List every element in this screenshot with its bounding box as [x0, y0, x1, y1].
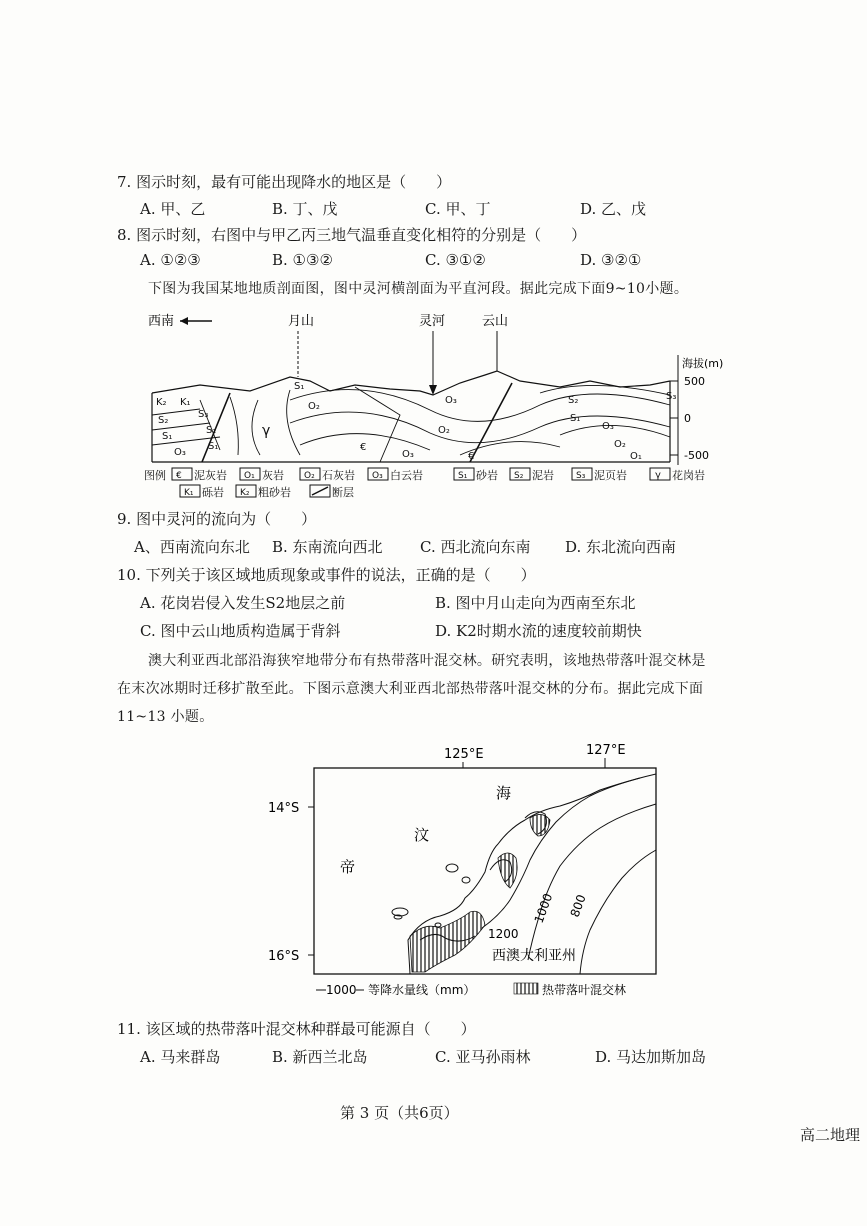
- peak-yueshan-label: 月山: [288, 314, 315, 329]
- stratum-label: O₃: [445, 395, 457, 406]
- sea-label-char-3: 海: [496, 784, 512, 802]
- legend-symbol: K₂: [240, 488, 250, 498]
- stratum-label: S₃: [198, 409, 209, 420]
- stratum-label: K₁: [180, 397, 191, 408]
- legend-name: 石灰岩: [322, 469, 355, 482]
- legend-name: 白云岩: [390, 469, 423, 482]
- legend-symbol: S₃: [576, 471, 586, 481]
- legend-isohyet-text: 等降水量线（mm）: [368, 983, 476, 997]
- intro-11-13-line-1: 澳大利亚西北部沿海狭窄地带分布有热带落叶混交林。研究表明，该地热带落叶混交林是: [148, 653, 706, 669]
- q7-option-a: A. 甲、乙: [140, 200, 206, 218]
- stratum-label: S₂: [158, 415, 169, 426]
- legend-name: 砾岩: [202, 486, 224, 499]
- stratum-label: O₂: [614, 439, 626, 450]
- legend-name: 泥灰岩: [194, 469, 227, 482]
- q9-option-c: C. 西北流向东南: [420, 538, 531, 556]
- stratum-label: €: [468, 451, 475, 462]
- river-linghe-label: 灵河: [419, 314, 446, 329]
- stratum-label: S₁: [162, 431, 173, 442]
- legend-name: 泥页岩: [594, 469, 627, 482]
- legend-symbol: K₁: [184, 488, 194, 498]
- legend-symbol: S₂: [514, 471, 524, 481]
- q7-stem: 7. 图示时刻，最有可能出现降水的地区是（ ）: [117, 173, 452, 191]
- q7-option-b: B. 丁、戊: [272, 200, 338, 218]
- legend-symbol: O₁: [244, 471, 255, 481]
- legend-isohyet-value: 1000: [326, 983, 357, 997]
- axis-tick-minus-500: -500: [684, 449, 709, 462]
- q7-option-d: D. 乙、戊: [580, 200, 647, 218]
- lon-label-125: 125°E: [444, 747, 484, 762]
- q8-option-b: B. ①③②: [272, 251, 333, 269]
- sea-label-char-2: 汶: [414, 826, 430, 844]
- stratum-label: €: [360, 442, 367, 453]
- q9-option-b: B. 东南流向西北: [272, 538, 383, 556]
- q10-stem: 10. 下列关于该区域地质现象或事件的说法，正确的是（ ）: [117, 566, 536, 584]
- q11-option-b: B. 新西兰北岛: [272, 1048, 368, 1066]
- q11-option-d: D. 马达加斯加岛: [595, 1048, 707, 1066]
- q10-option-b: B. 图中月山走向为西南至东北: [435, 594, 636, 612]
- islands: [392, 864, 470, 927]
- stratum-label: K₂: [156, 397, 167, 408]
- legend-name: 花岗岩: [672, 469, 705, 482]
- intro-11-13-line-3: 11~13 小题。: [117, 709, 214, 725]
- legend-name: 粗砂岩: [258, 486, 291, 499]
- fault-lines: [202, 383, 512, 462]
- q11-stem: 11. 该区域的热带落叶混交林种群最可能源自（ ）: [117, 1020, 476, 1038]
- isohyet-label-800: 800: [567, 892, 589, 920]
- q8-option-d: D. ③②①: [580, 251, 642, 269]
- isohyet-label-1200: 1200: [488, 927, 519, 941]
- legend-symbol: €: [176, 471, 182, 481]
- q10-option-c: C. 图中云山地质构造属于背斜: [140, 622, 341, 640]
- stratum-label: S₂: [568, 395, 579, 406]
- legend-forest-swatch: [514, 983, 538, 994]
- q8-option-c: C. ③①②: [425, 251, 486, 269]
- subject-corner-label: 高二地理: [800, 1126, 861, 1144]
- legend-forest-text: 热带落叶混交林: [542, 983, 627, 997]
- stratum-label: S₁: [294, 381, 305, 392]
- axis-title: 海拔(m): [682, 357, 724, 370]
- legend-symbol: S₁: [458, 471, 468, 481]
- stratum-label: S₁: [208, 441, 219, 452]
- sea-label-char-1: 帝: [340, 858, 356, 876]
- legend-name: 灰岩: [262, 469, 284, 482]
- legend-name: 砂岩: [476, 469, 498, 482]
- region-label: 西澳大利亚州: [492, 948, 576, 964]
- axis-tick-500: 500: [684, 375, 705, 388]
- peak-yunshan-label: 云山: [482, 314, 509, 329]
- isohyet-label-1000: 1000: [531, 891, 556, 926]
- lat-label-14: 14°S: [268, 801, 300, 816]
- q9-option-d: D. 东北流向西南: [565, 538, 677, 556]
- map-legend: [316, 982, 626, 997]
- q10-option-d: D. K2时期水流的速度较前期快: [435, 622, 642, 640]
- stratum-label: O₃: [174, 447, 186, 458]
- intro-11-13-line-2: 在末次冰期时迁移扩散至此。下图示意澳大利亚西北部热带落叶混交林的分布。据此完成下面: [117, 681, 704, 697]
- stratum-label: S₃: [666, 391, 677, 402]
- legend-title: 图例: [144, 469, 166, 482]
- q9-stem: 9. 图中灵河的流向为（ ）: [117, 510, 317, 528]
- forest-distribution-map: [260, 740, 680, 1005]
- stratum-label: O₃: [602, 421, 614, 432]
- q10-option-a: A. 花岗岩侵入发生S2地层之前: [140, 594, 346, 612]
- legend-name: 泥岩: [532, 469, 554, 482]
- q11-option-a: A. 马来群岛: [140, 1048, 221, 1066]
- fault-legend-icon: [312, 487, 328, 495]
- q11-option-c: C. 亚马孙雨林: [435, 1048, 531, 1066]
- legend-name: 断层: [332, 486, 354, 499]
- stratum-label: O₂: [438, 425, 450, 436]
- axis-tick-0: 0: [684, 412, 691, 425]
- legend-symbol: γ: [655, 470, 661, 481]
- lat-label-16: 16°S: [268, 949, 300, 964]
- page-footer: 第 3 页（共6页）: [340, 1104, 459, 1122]
- section-legend: [144, 468, 705, 499]
- west-arrow-icon: [180, 317, 212, 325]
- stratum-label: O₂: [308, 401, 320, 412]
- lon-label-127: 127°E: [586, 743, 626, 758]
- q7-option-c: C. 甲、丁: [425, 200, 491, 218]
- direction-label: 西南: [148, 314, 175, 329]
- q8-stem: 8. 图示时刻，右图中与甲乙丙三地气温垂直变化相符的分别是（ ）: [117, 226, 587, 244]
- stratum-label: S₁: [570, 413, 581, 424]
- geologic-section-figure: [140, 305, 740, 505]
- q9-option-a: A、西南流向东北: [134, 538, 250, 556]
- legend-symbol: O₂: [304, 471, 315, 481]
- stratum-label: S₂: [206, 425, 217, 436]
- legend-symbol: O₃: [372, 471, 383, 481]
- stratum-label: γ: [262, 423, 271, 439]
- intro-9-10: 下图为我国某地地质剖面图，图中灵河横剖面为平直河段。据此完成下面9~10小题。: [148, 281, 689, 297]
- stratum-label: O₁: [630, 451, 642, 462]
- stratum-label: O₃: [402, 449, 414, 460]
- q8-option-a: A. ①②③: [140, 251, 201, 269]
